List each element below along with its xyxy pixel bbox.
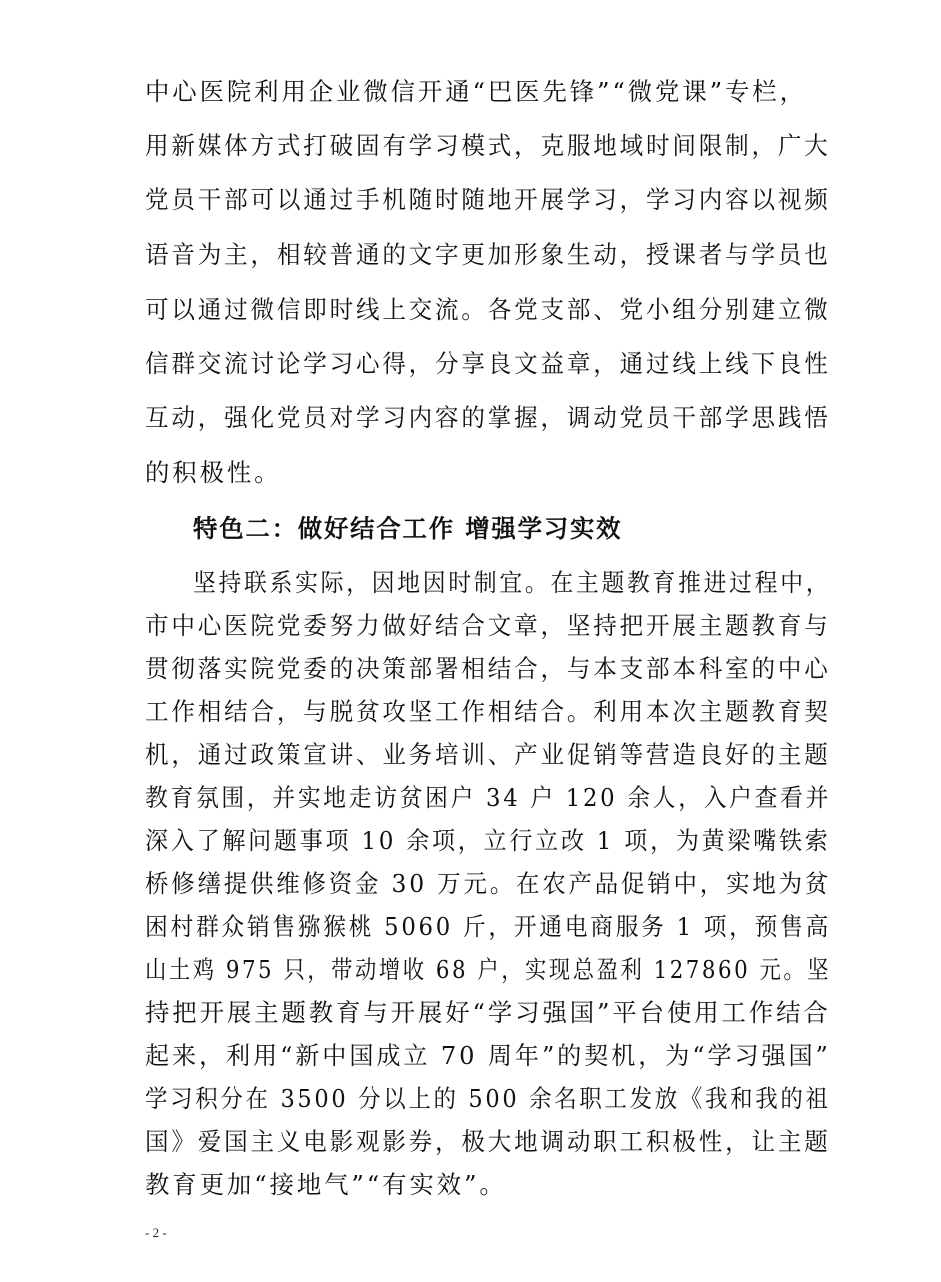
paragraph-2-line: 深入了解问题事项 10 余项，立行立改 1 项，为黄梁嘴铁索 xyxy=(145,826,831,855)
paragraph-2-line: 困村群众销售猕猴桃 5060 斤，开通电商服务 1 项，预售高 xyxy=(145,912,832,941)
paragraph-2-line: 桥修缮提供维修资金 30 万元。在农产品促销中，实地为贫 xyxy=(145,869,832,898)
paragraph-1-line: 的积极性。 xyxy=(145,458,282,487)
paragraph-2-line: 贯彻落实院党委的决策部署相结合，与本支部本科室的中心 xyxy=(145,654,831,683)
paragraph-1-line: 可以通过微信即时线上交流。各党支部、党小组分别建立微 xyxy=(145,295,831,324)
paragraph-1-line: 党员干部可以通过手机随时随地开展学习，学习内容以视频 xyxy=(145,185,831,214)
paragraph-2-line: 教育氛围，并实地走访贫困户 34 户 120 余人，入户查看并 xyxy=(145,783,832,812)
paragraph-2-line: 学习积分在 3500 分以上的 500 余名职工发放《我和我的祖 xyxy=(145,1084,831,1113)
paragraph-2-line: 市中心医院党委努力做好结合文章，坚持把开展主题教育与 xyxy=(145,611,831,640)
paragraph-2-line: 持把开展主题教育与开展好“学习强国”平台使用工作结合 xyxy=(145,998,831,1027)
page-number: - 2 - xyxy=(145,1225,167,1240)
paragraph-2-line: 机，通过政策宣讲、业务培训、产业促销等营造良好的主题 xyxy=(145,740,831,769)
paragraph-2-line: 国》爱国主义电影观影券，极大地调动职工积极性，让主题 xyxy=(145,1127,831,1156)
section-heading: 特色二：做好结合工作 增强学习实效 xyxy=(193,514,623,543)
paragraph-2-line: 教育更加“接地气”“有实效”。 xyxy=(145,1170,507,1199)
paragraph-1-line: 互动，强化党员对学习内容的掌握，调动党员干部学思践悟 xyxy=(145,403,831,432)
paragraph-2-line: 起来，利用“新中国成立 70 周年”的契机，为“学习强国” xyxy=(145,1041,831,1070)
paragraph-2-line: 工作相结合，与脱贫攻坚工作相结合。利用本次主题教育契 xyxy=(145,697,831,726)
paragraph-1-line: 语音为主，相较普通的文字更加形象生动，授课者与学员也 xyxy=(145,240,831,269)
paragraph-1-line: 用新媒体方式打破固有学习模式，克服地域时间限制，广大 xyxy=(145,131,831,160)
paragraph-1-line: 信群交流讨论学习心得，分享良文益章，通过线上线下良性 xyxy=(145,349,831,378)
paragraph-2-line: 坚持联系实际，因地因时制宜。在主题教育推进过程中， xyxy=(193,568,832,597)
paragraph-1-line: 中心医院利用企业微信开通“巴医先锋”“微党课”专栏， xyxy=(145,77,807,106)
paragraph-2-line: 山土鸡 975 只，带动增收 68 户，实现总盈利 127860 元。坚 xyxy=(145,955,832,984)
